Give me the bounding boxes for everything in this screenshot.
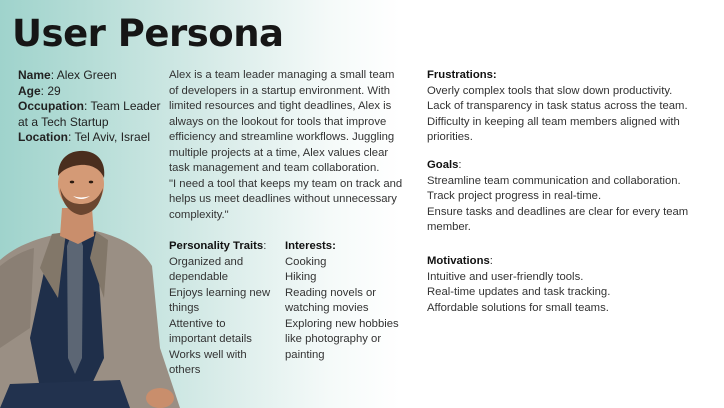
interest-line: Exploring new hobbies (285, 317, 399, 330)
location-label: Location (18, 130, 68, 144)
goal-line: Streamline team communication and collaboration. (427, 174, 681, 187)
persona-photo (0, 148, 180, 408)
goal-line: member. (427, 221, 471, 233)
profile-occupation-cont: at a Tech Startup (18, 114, 109, 129)
goal-line: Ensure tasks and deadlines are clear for every team (427, 205, 689, 218)
frustration-line: Difficulty in keeping all team members aligned with (427, 115, 680, 128)
bio-quote-line: helps us meet deadlines without unnecessary (169, 193, 397, 205)
age-label: Age (18, 83, 41, 98)
motivation-line: Real-time updates and task tracking. (427, 286, 611, 298)
name-label: Name (18, 68, 51, 82)
bio-line: limited resources and tight deadlines, Alex is (169, 100, 392, 112)
trait-line: Works well with (169, 348, 247, 361)
frustration-line: Overly complex tools that slow down productivity. (427, 84, 673, 97)
age-value: : 29 (40, 83, 61, 98)
goals (427, 158, 717, 236)
occupation-value: : Team Leader (84, 99, 161, 113)
motivation-line: Affordable solutions for small teams. (427, 301, 609, 314)
trait-line: others (169, 364, 201, 376)
page-title: User Persona (12, 12, 284, 55)
location-value: : Tel Aviv, Israel (68, 130, 151, 144)
interest-line: Cooking (285, 255, 327, 268)
bio-quote-line: "I need a tool that keeps my team on track and (169, 177, 403, 190)
motivations-heading-text: Motivations (427, 255, 490, 267)
bio-line: of developers in a startup environment. With (169, 84, 391, 97)
profile-location (18, 130, 161, 146)
goal-line: Track project progress in real-time. (427, 190, 602, 202)
trait-line: important details (169, 333, 252, 345)
profile-name (18, 68, 161, 84)
trait-line: things (169, 302, 200, 314)
interests-heading: Interests: (285, 240, 336, 252)
motivations (427, 254, 717, 316)
frustration-line: Lack of transparency in task status across the team. (427, 100, 688, 112)
interest-line: Hiking (285, 271, 317, 283)
trait-line: Attentive to (169, 317, 226, 330)
trait-line: Organized and (169, 255, 244, 268)
frustrations-heading: Frustrations: (427, 69, 497, 81)
personality-traits (169, 239, 279, 379)
bio-line: always on the lookout for tools that improve (169, 115, 387, 128)
bio-line: multiple projects at a time, Alex values clear (169, 146, 389, 159)
frustrations (427, 68, 717, 146)
goals-heading-colon: : (458, 159, 462, 171)
interests (285, 239, 410, 363)
interest-line: Reading novels or (285, 286, 377, 299)
frustration-line: priorities. (427, 131, 473, 143)
motivation-line: Intuitive and user-friendly tools. (427, 270, 584, 283)
personality-heading (169, 239, 279, 255)
trait-line: Enjoys learning new (169, 286, 271, 299)
motivations-heading-colon: : (489, 255, 493, 267)
bio-quote-line: complexity." (169, 208, 229, 221)
interest-line: watching movies (285, 302, 369, 314)
occupation-label: Occupation (18, 99, 85, 113)
motivations-heading (427, 254, 717, 270)
interest-line: like photography or (285, 333, 382, 345)
goals-heading (427, 158, 717, 174)
persona-bio (169, 68, 409, 223)
trait-line: dependable (169, 271, 229, 283)
interest-line: painting (285, 348, 325, 361)
bio-line: efficiency and streamline workflows. Juggling (169, 131, 395, 143)
bio-line: task management and team collaboration. (169, 162, 380, 174)
profile-occupation (18, 99, 161, 115)
profile-details (18, 68, 161, 146)
profile-age (18, 84, 161, 100)
name-value: : Alex Green (50, 68, 117, 82)
bio-line: Alex is a team leader managing a small team (169, 69, 395, 81)
personality-heading-colon: : (263, 240, 267, 252)
personality-heading-text: Personality Traits (169, 240, 264, 252)
goals-heading-text: Goals (427, 159, 459, 171)
